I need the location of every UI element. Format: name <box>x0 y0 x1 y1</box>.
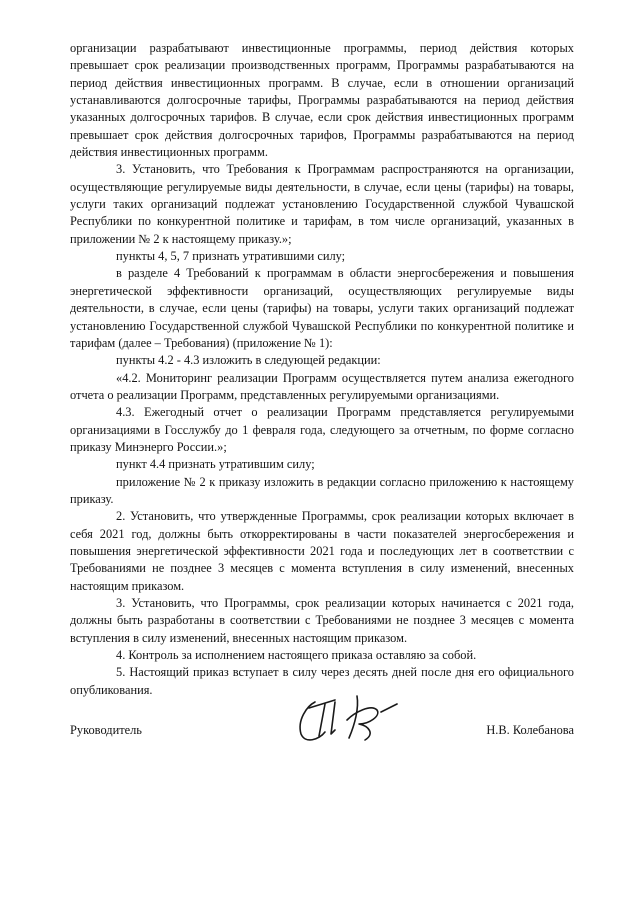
paragraph-item-3: 3. Установить, что Требования к Программам распространяются на организации, осуществляющие регулируемые виды деятельности, в случае, если цены (тарифы) на товары, услуги таких организаций подлежат установлению Государственной службой Чувашской Республики по конкурентной политике и тарифам, в том числе организаций, указанных в приложении № 2 к настоящему приказу.»; <box>70 162 574 246</box>
paragraph-item-4-2: «4.2. Мониторинг реализации Программ осуществляется путем анализа ежегодного отчета о реализации Программ, представленных регулируемыми организациями. <box>70 370 574 402</box>
paragraph-item-5-effective: 5. Настоящий приказ вступает в силу через десять дней после дня его официального опубликования. <box>70 665 574 697</box>
paragraph-item-2: 2. Установить, что утвержденные Программы, срок реализации которых включает в себя 2021 год, должны быть откорректированы в части показателей энергосбережения и повышения энергетической эффективности 2021 года и последующих лет в соответствии с Требованиями не позднее 3 месяцев с момента вступления в силу изменений, внесенных настоящим приказом. <box>70 509 574 593</box>
paragraph-appendix-2: приложение № 2 к приказу изложить в редакции согласно приложению к настоящему приказу. <box>70 474 574 506</box>
document-body <box>70 40 574 699</box>
signature-block <box>70 690 574 750</box>
handwritten-signature <box>285 690 475 748</box>
paragraph-point-4-4: пункт 4.4 признать утратившим силу; <box>116 457 315 472</box>
paragraph-item-3-programs: 3. Установить, что Программы, срок реализации которых начинается с 2021 года, должны быть разработаны в соответствии с Требованиями не позднее 3 месяцев с момента вступления в силу изменений, внесенных настоящим приказом. <box>70 596 574 645</box>
paragraph-section-4: в разделе 4 Требований к программам в области энергосбережения и повышения энергетической эффективности организаций, осуществляющих регулируемые виды деятельности, в случае, если цены (тарифы) на товары, услуги таких организаций подлежат установлению Государственной службой Чувашской Республики по конкурентной политике и тарифам (далее – Требования) (приложение № 1): <box>70 266 574 350</box>
signatory-title: Руководитель <box>70 723 142 737</box>
paragraph-item-4-control: 4. Контроль за исполнением настоящего приказа оставляю за собой. <box>116 648 477 663</box>
paragraph-points-4-2-4-3: пункты 4.2 - 4.3 изложить в следующей редакции: <box>116 353 381 368</box>
paragraph-item-4-3: 4.3. Ежегодный отчет о реализации Программ представляется регулируемыми организациями в Госслужбу до 1 февраля года, следующего за отчетным, по форме согласно приказу Минэнерго России.»; <box>70 405 574 454</box>
signatory-name: Н.В. Колебанова <box>486 723 574 737</box>
paragraph-points-4-5-7: пункты 4, 5, 7 признать утратившими силу; <box>116 249 346 264</box>
paragraph-continuation: организации разрабатывают инвестиционные программы, период действия которых превышает срок реализации производственных программ, Программы разрабатываются на период действия инвестиционных программ. В случае, если в отношении организаций устанавливаются долгосрочные тарифы, Программы разрабатываются на период действия указанных долгосрочных тарифов. В случае, если срок действия инвестиционных программ превышает срок действия долгосрочных тарифов, Программы разрабатываются на период действия инвестиционных программ. <box>70 41 574 160</box>
